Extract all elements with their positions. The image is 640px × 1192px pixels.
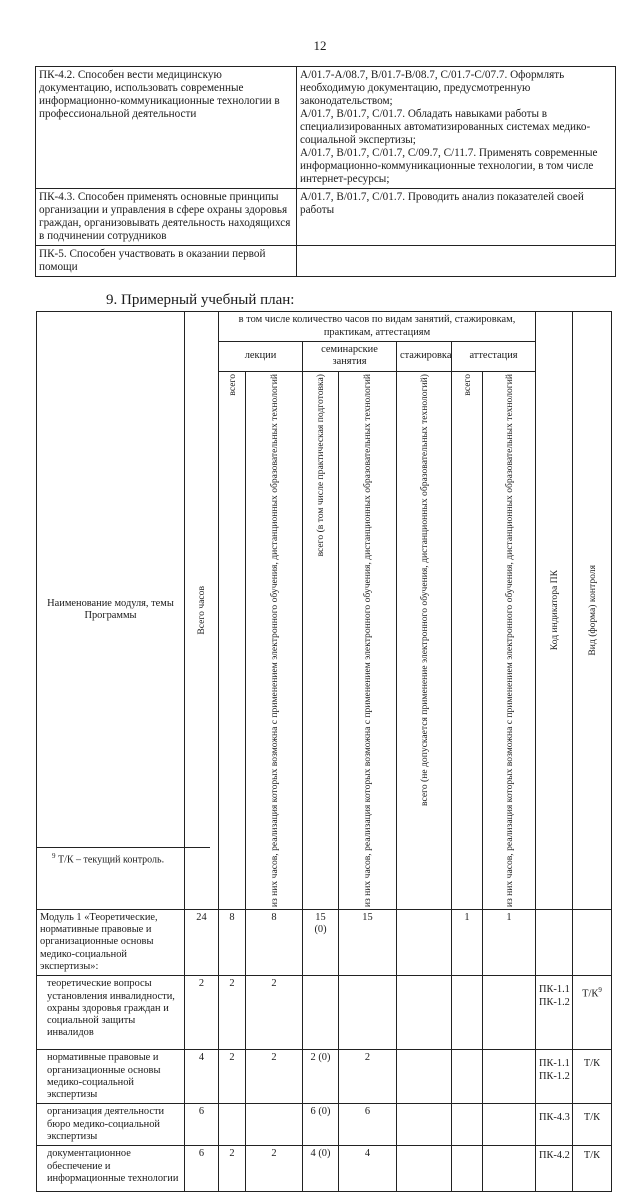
cell-total: 6	[185, 1104, 219, 1146]
table-row	[36, 246, 616, 277]
table-row	[36, 67, 616, 189]
cell-lec-remote: 2	[246, 1050, 303, 1104]
header-lec-total: всего	[219, 371, 246, 909]
row-name: Модуль 1 «Теоретические, нормативные правовые и организационные основы медико-социальной экспертизы»:	[37, 909, 185, 975]
header-attestation: аттестация	[452, 342, 536, 372]
header-att-remote: из них часов, реализация которых возможна с применением электронного обучения, дистанционных образовательных технологий	[483, 371, 536, 909]
cell-att-remote: 1	[483, 909, 536, 975]
cell-intern	[397, 1104, 452, 1146]
cell-sem: 4 (0)	[303, 1146, 339, 1192]
cell-indicator: ПК-1.1 ПК-1.2	[536, 976, 573, 1050]
cell-lec: 2	[219, 1146, 246, 1192]
cell-control: $Т/К^9$	[573, 976, 612, 1050]
table-row	[37, 312, 612, 342]
study-plan-table	[36, 311, 612, 1192]
competency-functions: А/01.7-А/08.7, В/01.7-В/08.7, С/01.7-С/07.7. Оформлять необходимую документацию, предусмотренную законодательством; А/01.7, В/01.7, С/01.7. Обладать навыками работы в специализированных автоматизированных системах медико-социальной экспертизы; А/01.7, В/01.7, С/01.7, С/09.7, С/11.7. Применять современные информационно-коммуникационные технологии, в том числе интернет-ресурсы;	[297, 67, 616, 189]
table-row	[37, 909, 612, 975]
header-seminars: семинарские занятия	[303, 342, 397, 372]
header-sem-total: всего (в том числе практическая подготовка)	[303, 371, 339, 909]
header-total: Всего часов	[185, 312, 219, 910]
cell-intern	[397, 976, 452, 1050]
competency-code: ПК-4.3. Способен применять основные принципы организации и управления в сфере охраны здоровья граждан, организовывать деятельность находящихся в подчинении сотрудников	[36, 189, 297, 246]
cell-total: 6	[185, 1146, 219, 1192]
cell-sem	[303, 976, 339, 1050]
cell-intern	[397, 1050, 452, 1104]
header-lec-remote: из них часов, реализация которых возможна с применением электронного обучения, дистанционных образовательных технологий	[246, 371, 303, 909]
cell-indicator: ПК-4.2	[536, 1146, 573, 1192]
cell-sem-remote: 15	[339, 909, 397, 975]
row-name: нормативные правовые и организационные основы медико-социальной экспертизы	[37, 1050, 185, 1104]
page-number: 12	[313, 38, 327, 53]
section-title: 9. Примерный учебный план:	[106, 292, 295, 308]
table-row	[36, 189, 616, 246]
cell-lec-remote: 8	[246, 909, 303, 975]
competency-code: ПК-4.2. Способен вести медицинскую документацию, использовать современные информационно-коммуникационные технологии в профессиональной деятельности	[36, 67, 297, 189]
cell-sem-remote	[339, 976, 397, 1050]
cell-lec: 8	[219, 909, 246, 975]
cell-att	[452, 1050, 483, 1104]
table-row	[37, 1146, 612, 1192]
cell-att-remote	[483, 976, 536, 1050]
cell-att	[452, 1104, 483, 1146]
header-internship: стажировка	[397, 342, 452, 372]
table-row	[37, 976, 612, 1050]
cell-lec-remote	[246, 1104, 303, 1146]
cell-lec-remote: 2	[246, 976, 303, 1050]
cell-att-remote	[483, 1104, 536, 1146]
footnote-ref: 9	[598, 986, 602, 995]
header-lectures: лекции	[219, 342, 303, 372]
header-name: Наименование модуля, темы Программы	[37, 312, 185, 910]
cell-sem-remote: 4	[339, 1146, 397, 1192]
header-control: Вид (форма) контроля	[573, 312, 612, 910]
table-row	[37, 1104, 612, 1146]
cell-att-remote	[483, 1146, 536, 1192]
cell-att-remote	[483, 1050, 536, 1104]
cell-indicator	[536, 909, 573, 975]
cell-control	[573, 909, 612, 975]
cell-lec	[219, 1104, 246, 1146]
cell-sem: 6 (0)	[303, 1104, 339, 1146]
cell-sem: 2 (0)	[303, 1050, 339, 1104]
cell-intern	[397, 909, 452, 975]
cell-sem: 15 (0)	[303, 909, 339, 975]
header-group: в том числе количество часов по видам занятий, стажировкам, практикам, аттестациям	[219, 312, 536, 342]
header-att-total: всего	[452, 371, 483, 909]
row-name: теоретические вопросы установления инвалидности, охраны здоровья граждан и социальной защиты инвалидов	[37, 976, 185, 1050]
cell-total: 2	[185, 976, 219, 1050]
cell-indicator: ПК-4.3	[536, 1104, 573, 1146]
competency-table	[35, 66, 616, 277]
footnote-divider	[36, 847, 210, 848]
cell-lec-remote: 2	[246, 1146, 303, 1192]
competency-functions	[297, 246, 616, 277]
cell-control: Т/К	[573, 1104, 612, 1146]
cell-att: 1	[452, 909, 483, 975]
header-indicator: Код индикатора ПК	[536, 312, 573, 910]
cell-att	[452, 976, 483, 1050]
cell-indicator: ПК-1.1 ПК-1.2	[536, 1050, 573, 1104]
row-name: документационное обеспечение и информационные технологии	[37, 1146, 185, 1192]
footnote: $^9$ Т/К – текущий контроль.	[52, 852, 165, 866]
competency-code: ПК-5. Способен участвовать в оказании первой помощи	[36, 246, 297, 277]
cell-lec: 2	[219, 976, 246, 1050]
table-row	[37, 1050, 612, 1104]
cell-lec: 2	[219, 1050, 246, 1104]
cell-att	[452, 1146, 483, 1192]
cell-sem-remote: 2	[339, 1050, 397, 1104]
row-name: организация деятельности бюро медико-социальной экспертизы	[37, 1104, 185, 1146]
header-intern-total: всего (не допускается применение электронного обучения, дистанционных образовательных технологий)	[397, 371, 452, 909]
cell-control: Т/К	[573, 1146, 612, 1192]
cell-total: 24	[185, 909, 219, 975]
cell-intern	[397, 1146, 452, 1192]
cell-total: 4	[185, 1050, 219, 1104]
competency-functions: А/01.7, В/01.7, С/01.7. Проводить анализ показателей своей работы	[297, 189, 616, 246]
cell-control: Т/К	[573, 1050, 612, 1104]
cell-sem-remote: 6	[339, 1104, 397, 1146]
header-sem-remote: из них часов, реализация которых возможна с применением электронного обучения, дистанционных образовательных технологий	[339, 371, 397, 909]
